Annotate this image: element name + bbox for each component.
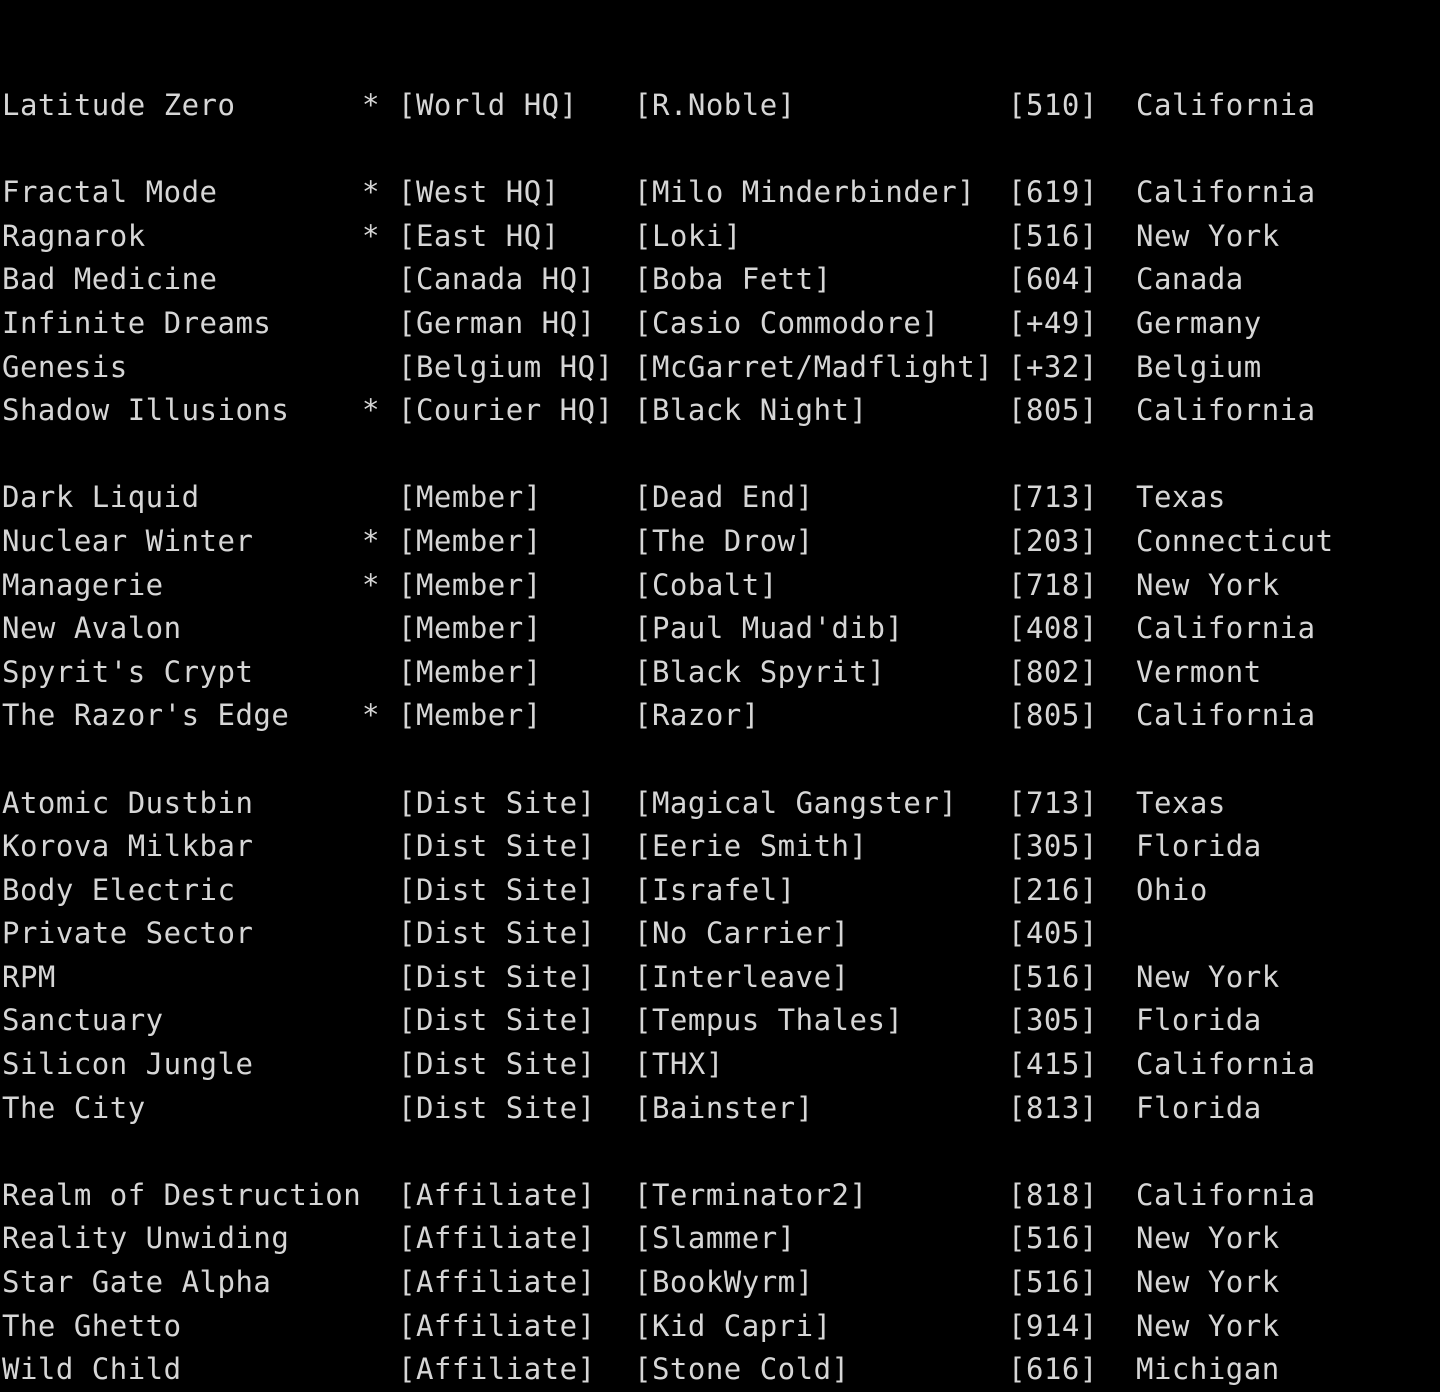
role-cell: [Dist Site] (398, 829, 596, 864)
board-name-cell: Wild Child (2, 1352, 182, 1387)
area-code-cell: [604] (1008, 262, 1098, 297)
board-name-cell: The Ghetto (2, 1308, 182, 1343)
area-code-cell: [516] (1008, 959, 1098, 994)
board-name-cell: The Razor's Edge (2, 698, 290, 733)
table-row[interactable] (0, 1087, 1440, 1131)
role-cell: [West HQ] (398, 175, 560, 210)
state-cell: Texas (1136, 785, 1226, 820)
board-name-cell: Dark Liquid (2, 480, 200, 515)
area-code-cell: [305] (1008, 1003, 1098, 1038)
handle-cell: [The Drow] (634, 523, 814, 558)
board-name-cell: Genesis (2, 349, 128, 384)
role-cell: [Member] (398, 698, 542, 733)
listing-spacer (0, 1130, 1440, 1174)
role-cell: [Member] (398, 523, 542, 558)
area-code-cell: [516] (1008, 218, 1098, 253)
table-row[interactable] (0, 782, 1440, 826)
board-name-cell: Infinite Dreams (2, 305, 272, 340)
listing-spacer (0, 738, 1440, 782)
state-cell: New York (1136, 1265, 1280, 1300)
area-code-cell: [516] (1008, 1221, 1098, 1256)
area-code-cell: [+49] (1008, 305, 1098, 340)
table-row[interactable] (0, 1261, 1440, 1305)
state-cell: California (1136, 611, 1316, 646)
role-cell: [Courier HQ] (398, 393, 614, 428)
table-row[interactable] (0, 1043, 1440, 1087)
area-code-cell: [516] (1008, 1265, 1098, 1300)
table-row[interactable] (0, 1348, 1440, 1392)
area-code-cell: [718] (1008, 567, 1098, 602)
board-name-cell: Realm of Destruction (2, 1177, 362, 1212)
board-name-cell: Nuclear Winter (2, 523, 254, 558)
area-code-cell: [+32] (1008, 349, 1098, 384)
state-cell: Belgium (1136, 349, 1262, 384)
table-row[interactable] (0, 912, 1440, 956)
board-name-cell: Star Gate Alpha (2, 1265, 272, 1300)
state-cell: New York (1136, 218, 1280, 253)
state-cell: Vermont (1136, 654, 1262, 689)
area-code-cell: [818] (1008, 1177, 1098, 1212)
role-cell: [Affiliate] (398, 1308, 596, 1343)
area-code-cell: [619] (1008, 175, 1098, 210)
role-cell: [Belgium HQ] (398, 349, 614, 384)
handle-cell: [Loki] (634, 218, 742, 253)
star-marker-icon: * (362, 567, 380, 602)
board-name-cell: Reality Unwiding (2, 1221, 290, 1256)
table-row[interactable] (0, 346, 1440, 390)
area-code-cell: [616] (1008, 1352, 1098, 1387)
table-row[interactable] (0, 84, 1440, 128)
board-name-cell: Latitude Zero (2, 88, 236, 122)
table-row[interactable] (0, 999, 1440, 1043)
area-code-cell: [914] (1008, 1308, 1098, 1343)
state-cell: Florida (1136, 1003, 1262, 1038)
board-name-cell: Silicon Jungle (2, 1047, 254, 1082)
state-cell: Connecticut (1136, 523, 1334, 558)
state-cell: New York (1136, 959, 1280, 994)
state-cell: Florida (1136, 829, 1262, 864)
table-row[interactable] (0, 694, 1440, 738)
board-name-cell: Sanctuary (2, 1003, 164, 1038)
state-cell: California (1136, 88, 1316, 122)
role-cell: [German HQ] (398, 305, 596, 340)
state-cell: New York (1136, 567, 1280, 602)
area-code-cell: [802] (1008, 654, 1098, 689)
state-cell: New York (1136, 1308, 1280, 1343)
table-row[interactable] (0, 215, 1440, 259)
table-row[interactable] (0, 869, 1440, 913)
board-name-cell: Ragnarok (2, 218, 146, 253)
table-row[interactable] (0, 564, 1440, 608)
role-cell: [Dist Site] (398, 785, 596, 820)
area-code-cell: [408] (1008, 611, 1098, 646)
role-cell: [Affiliate] (398, 1177, 596, 1212)
area-code-cell: [713] (1008, 480, 1098, 515)
board-name-cell: Spyrit's Crypt (2, 654, 254, 689)
handle-cell: [BookWyrm] (634, 1265, 814, 1300)
handle-cell: [Stone Cold] (634, 1352, 850, 1387)
area-code-cell: [805] (1008, 393, 1098, 428)
board-name-cell: Body Electric (2, 872, 236, 907)
handle-cell: [Slammer] (634, 1221, 796, 1256)
handle-cell: [Black Spyrit] (634, 654, 886, 689)
board-name-cell: Shadow Illusions (2, 393, 290, 428)
board-name-cell: Private Sector (2, 916, 254, 951)
table-row[interactable] (0, 389, 1440, 433)
role-cell: [World HQ] (398, 88, 578, 122)
area-code-cell: [805] (1008, 698, 1098, 733)
state-cell: California (1136, 175, 1316, 210)
table-row[interactable] (0, 1217, 1440, 1261)
area-code-cell: [713] (1008, 785, 1098, 820)
role-cell: [Affiliate] (398, 1265, 596, 1300)
handle-cell: [Dead End] (634, 480, 814, 515)
board-name-cell: RPM (2, 959, 56, 994)
handle-cell: [Tempus Thales] (634, 1003, 904, 1038)
board-name-cell: Bad Medicine (2, 262, 218, 297)
table-row[interactable] (0, 956, 1440, 1000)
area-code-cell: [216] (1008, 872, 1098, 907)
role-cell: [Member] (398, 480, 542, 515)
state-cell: California (1136, 1177, 1316, 1212)
handle-cell: [Milo Minderbinder] (634, 175, 976, 210)
handle-cell: [Israfel] (634, 872, 796, 907)
handle-cell: [Bainster] (634, 1090, 814, 1125)
table-row[interactable] (0, 258, 1440, 302)
area-code-cell: [203] (1008, 523, 1098, 558)
board-name-cell: The City (2, 1090, 146, 1125)
handle-cell: [Cobalt] (634, 567, 778, 602)
role-cell: [East HQ] (398, 218, 560, 253)
handle-cell: [THX] (634, 1047, 724, 1082)
listing-spacer (0, 433, 1440, 477)
area-code-cell: [305] (1008, 829, 1098, 864)
board-name-cell: Fractal Mode (2, 175, 218, 210)
handle-cell: [Paul Muad'dib] (634, 611, 904, 646)
state-cell: Michigan (1136, 1352, 1280, 1387)
table-row[interactable] (0, 520, 1440, 564)
role-cell: [Dist Site] (398, 959, 596, 994)
handle-cell: [Eerie Smith] (634, 829, 868, 864)
area-code-cell: [415] (1008, 1047, 1098, 1082)
listing-spacer (0, 128, 1440, 172)
handle-cell: [Interleave] (634, 959, 850, 994)
state-cell: California (1136, 1047, 1316, 1082)
board-name-cell: Korova Milkbar (2, 829, 254, 864)
star-marker-icon: * (362, 175, 380, 210)
star-marker-icon: * (362, 393, 380, 428)
handle-cell: [Black Night] (634, 393, 868, 428)
role-cell: [Dist Site] (398, 872, 596, 907)
table-row[interactable] (0, 476, 1440, 520)
star-marker-icon: * (362, 88, 380, 122)
state-cell: Canada (1136, 262, 1244, 297)
table-row[interactable] (0, 302, 1440, 346)
role-cell: [Member] (398, 567, 542, 602)
role-cell: [Affiliate] (398, 1352, 596, 1387)
role-cell: [Dist Site] (398, 916, 596, 951)
star-marker-icon: * (362, 698, 380, 733)
area-code-cell: [510] (1008, 88, 1098, 122)
handle-cell: [Terminator2] (634, 1177, 868, 1212)
role-cell: [Member] (398, 611, 542, 646)
role-cell: [Canada HQ] (398, 262, 596, 297)
state-cell: New York (1136, 1221, 1280, 1256)
role-cell: [Dist Site] (398, 1003, 596, 1038)
bbs-listing-table (0, 84, 1440, 1392)
role-cell: [Affiliate] (398, 1221, 596, 1256)
board-name-cell: New Avalon (2, 611, 182, 646)
state-cell: Florida (1136, 1090, 1262, 1125)
star-marker-icon: * (362, 218, 380, 253)
role-cell: [Dist Site] (398, 1047, 596, 1082)
handle-cell: [Boba Fett] (634, 262, 832, 297)
handle-cell: [Kid Capri] (634, 1308, 832, 1343)
state-cell: Ohio (1136, 872, 1208, 907)
handle-cell: [McGarret/Madflight] (634, 349, 994, 384)
star-marker-icon: * (362, 523, 380, 558)
role-cell: [Dist Site] (398, 1090, 596, 1125)
board-name-cell: Atomic Dustbin (2, 785, 254, 820)
state-cell: California (1136, 698, 1316, 733)
area-code-cell: [813] (1008, 1090, 1098, 1125)
state-cell: Texas (1136, 480, 1226, 515)
state-cell: Germany (1136, 305, 1262, 340)
table-row[interactable] (0, 651, 1440, 695)
table-row[interactable] (0, 171, 1440, 215)
area-code-cell: [405] (1008, 916, 1098, 951)
role-cell: [Member] (398, 654, 542, 689)
handle-cell: [Casio Commodore] (634, 305, 940, 340)
table-row[interactable] (0, 825, 1440, 869)
handle-cell: [Razor] (634, 698, 760, 733)
board-name-cell: Managerie (2, 567, 164, 602)
table-row[interactable] (0, 1174, 1440, 1218)
table-row[interactable] (0, 607, 1440, 651)
table-row[interactable] (0, 1305, 1440, 1349)
handle-cell: [R.Noble] (634, 88, 796, 122)
state-cell: California (1136, 393, 1316, 428)
handle-cell: [Magical Gangster] (634, 785, 958, 820)
handle-cell: [No Carrier] (634, 916, 850, 951)
